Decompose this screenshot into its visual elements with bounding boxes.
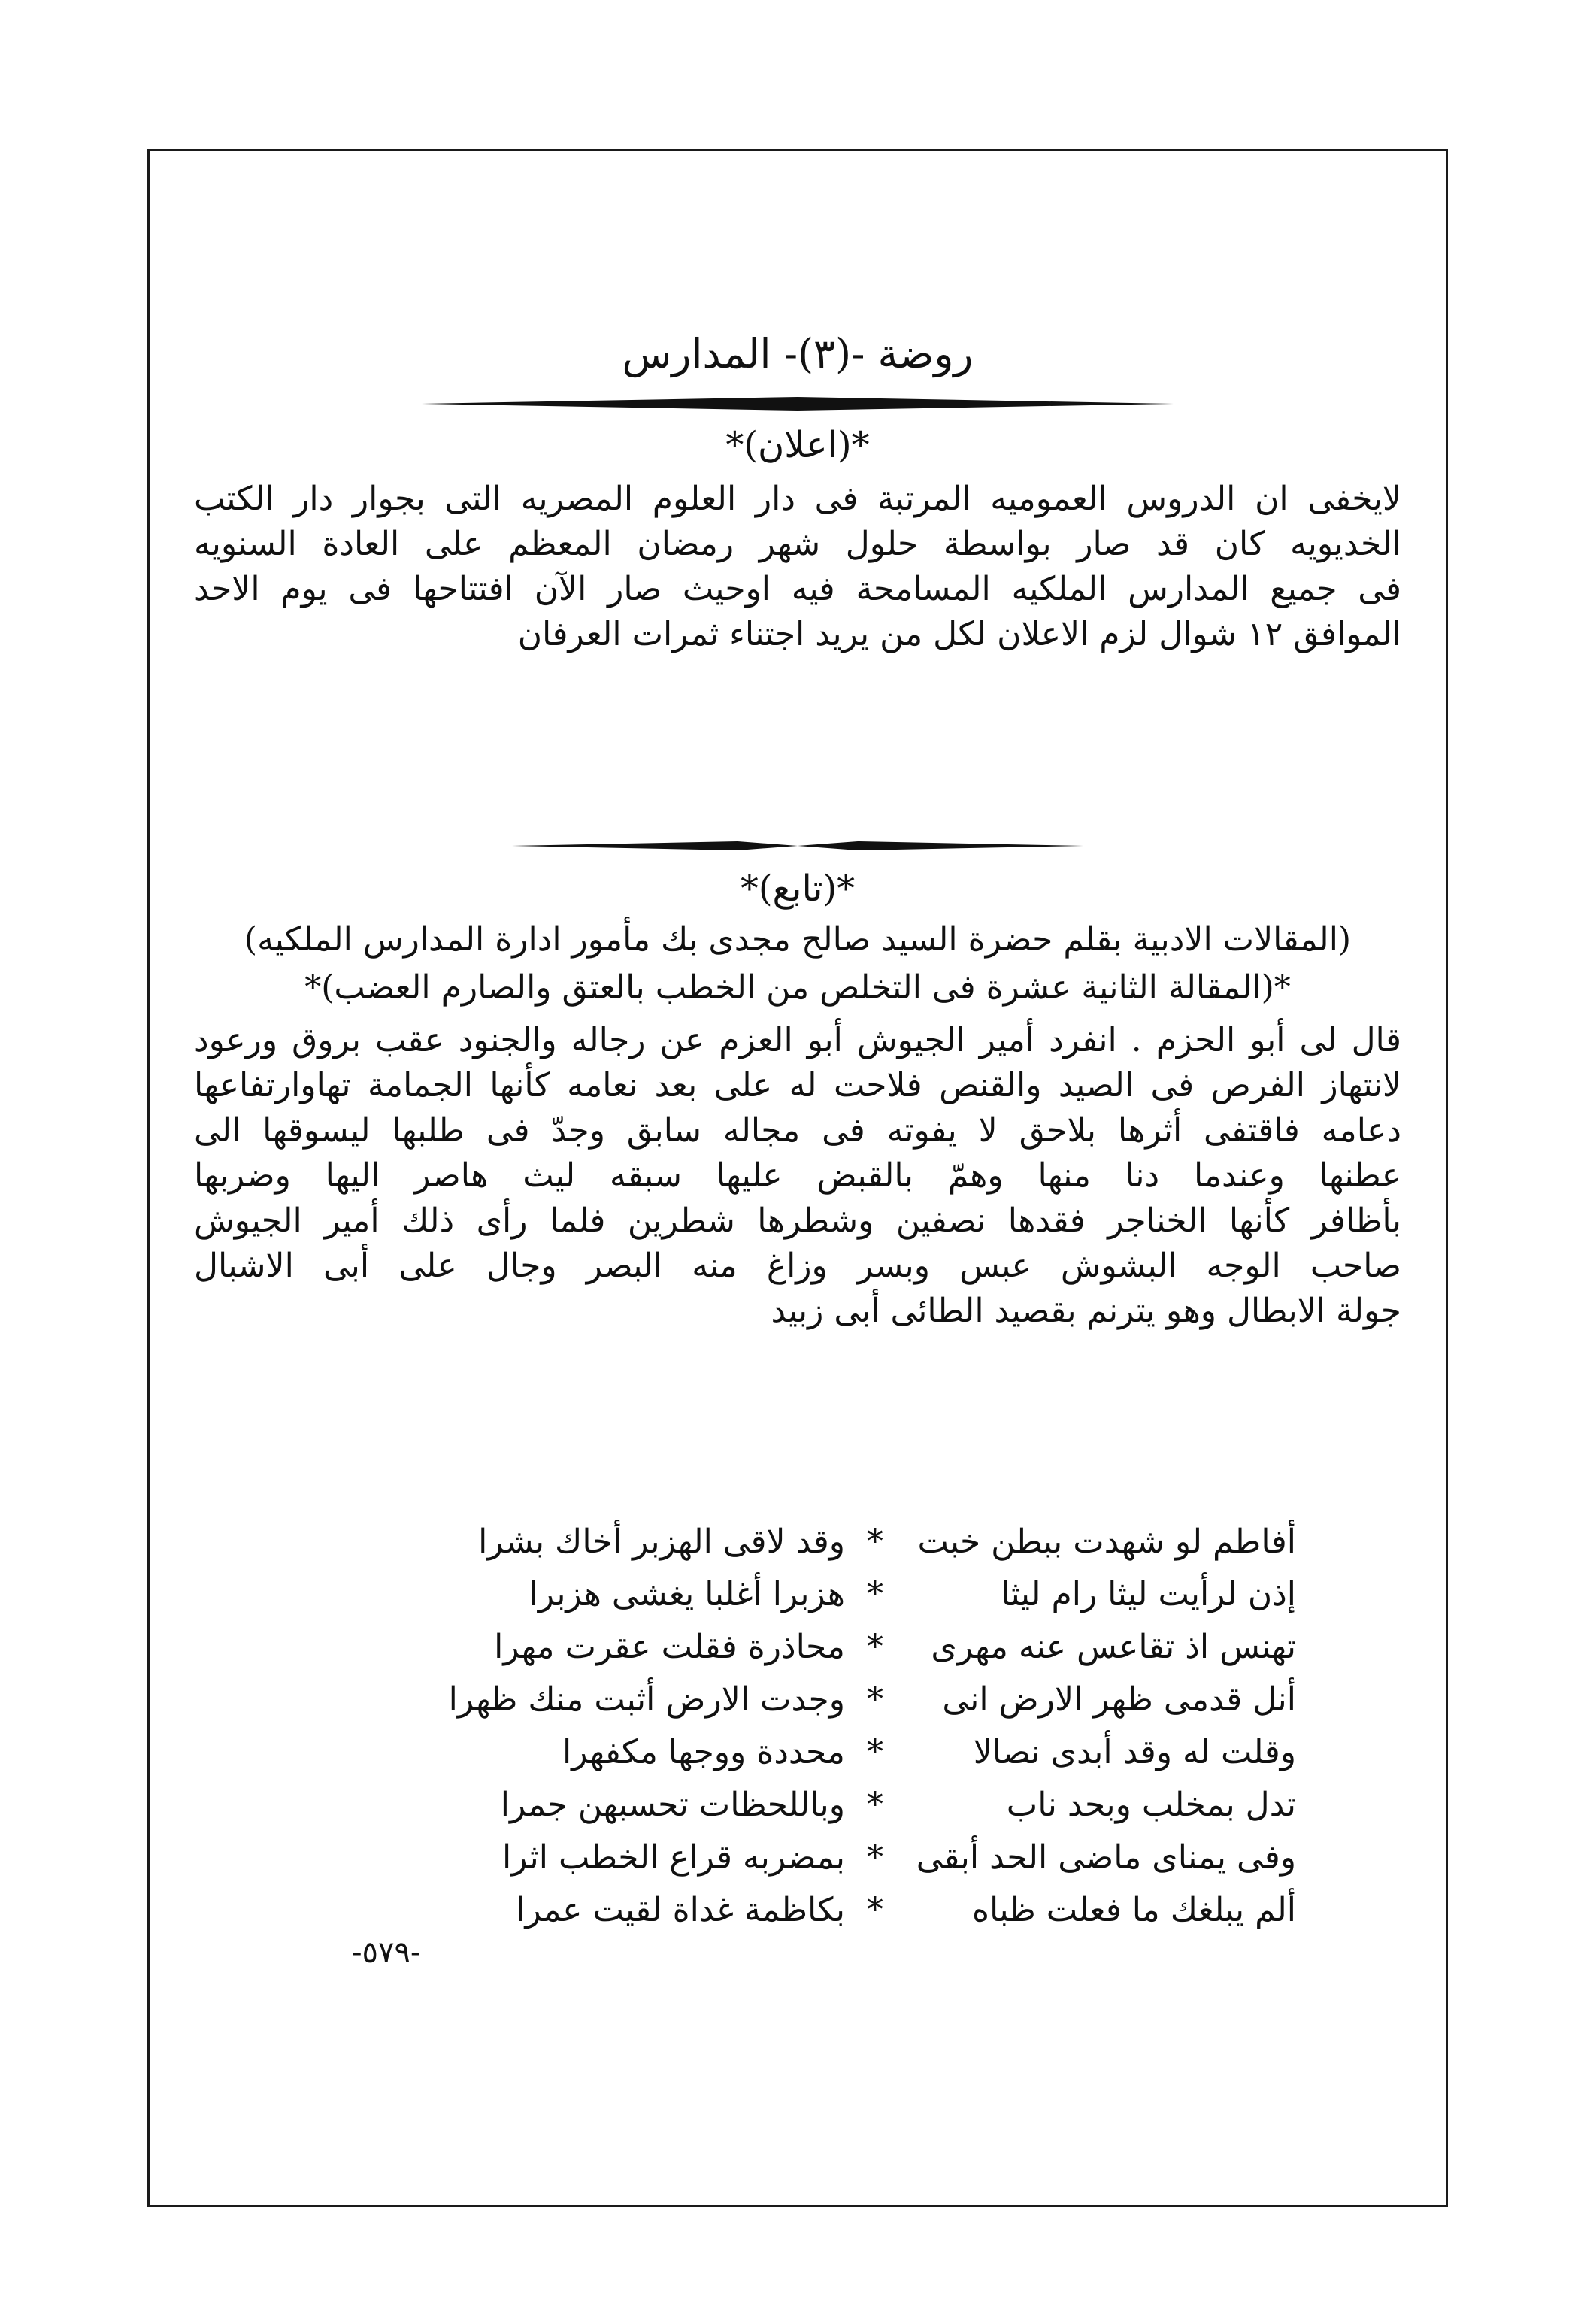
- verse: [409, 1568, 1296, 1621]
- announcement-line-4: الموافق ١٢ شوال لزم الاعلان لكل من يريد اجتناء ثمرات العرفان: [517, 615, 1401, 653]
- verse-first-hemistich: تهنس اذ تقاعس عنه مهرى: [931, 1628, 1296, 1666]
- verse-separator: *: [867, 1838, 883, 1877]
- verse-separator: *: [867, 1523, 883, 1561]
- verse-separator: *: [867, 1628, 883, 1666]
- section-divider-middle: [512, 839, 1083, 853]
- verse: [409, 1779, 1296, 1832]
- article-line-3: دعامه فاقتفى أثرها بلاحق لا يفوته فى مجاله سابق وجدّ فى طلبها ليسوقها الى: [194, 1111, 1401, 1150]
- series-subheading: (المقالات الادبية بقلم حضرة السيد صالح مجدى بك مأمور ادارة المدارس الملكيه): [244, 920, 1352, 959]
- verse-separator: *: [867, 1733, 883, 1771]
- verse-first-hemistich: ألم يبلغك ما فعلت ظباه: [971, 1891, 1296, 1929]
- article-line-5: بأظافر كأنها الخناجر فقدها نصفين وشطرها شطرين فلما رأى ذلك أمير الجيوش: [194, 1201, 1401, 1240]
- verse-second-hemistich: هزبرا أغلبا يغشى هزبرا: [529, 1575, 845, 1613]
- article-line-4: عطنها وعندما دنا منها وهمّ بالقبض عليها سبقه ليث هاصر اليها وضربها: [194, 1156, 1401, 1195]
- verse: [409, 1884, 1296, 1937]
- page-number: -٥٧٩-: [352, 1935, 421, 1970]
- verse-first-hemistich: أنل قدمى ظهر الارض انى: [942, 1680, 1296, 1719]
- verse-separator: *: [867, 1786, 883, 1824]
- verse-separator: *: [867, 1575, 883, 1613]
- article-line-6: صاحب الوجه البشوش عبس وبسر وزاغ منه البصر وجال على أبى الاشبال: [194, 1247, 1401, 1285]
- poem: [409, 1516, 1296, 1937]
- verse: [409, 1674, 1296, 1726]
- announcement-line-3: فى جميع المدارس الملكيه المسامحة فيه اوحيث صار الآن افتتاحها فى يوم الاحد: [194, 570, 1401, 608]
- announcement-line-2: الخديويه كان قد صار بواسطة حلول شهر رمضان المعظم على العادة السنويه: [194, 525, 1401, 563]
- article-paragraph: [194, 1018, 1401, 1334]
- verse: [409, 1832, 1296, 1884]
- verse-second-hemistich: محددة ووجها مكفهرا: [562, 1733, 845, 1771]
- article-line-2: لانتهاز الفرص فى الصيد والقنص فلاحت له على بعد نعامه كأنها الجمامة تهاوارتفاعها: [194, 1066, 1401, 1104]
- article-line-1: قال لى أبو الحزم . انفرد أمير الجيوش أبو العزم عن رجاله والجنود عقب بروق ورعود: [194, 1021, 1401, 1059]
- verse-second-hemistich: بكاظمة غداة لقيت عمرا: [516, 1891, 845, 1929]
- verse: [409, 1726, 1296, 1779]
- announcement-paragraph: [194, 477, 1401, 657]
- verse-first-hemistich: وقلت له وقد أبدى نصالا: [973, 1733, 1296, 1771]
- verse-separator: *: [867, 1891, 883, 1929]
- verse-first-hemistich: أفاطم لو شهدت ببطن خبت: [917, 1523, 1296, 1561]
- verse-second-hemistich: محاذرة فقلت عقرت مهرا: [494, 1628, 845, 1666]
- verse-separator: *: [867, 1680, 883, 1719]
- verse-second-hemistich: وباللحظات تحسبهن جمرا: [500, 1786, 845, 1824]
- announcement-line-1: لايخفى ان الدروس العموميه المرتبة فى دار العلوم المصريه التى بجوار دار الكتب: [194, 480, 1401, 518]
- article-title: *(المقالة الثانية عشرة فى التخلص من الخطب بالعتق والصارم العضب)*: [304, 968, 1291, 1007]
- announcement-heading: *(اعلان)*: [725, 424, 870, 466]
- continuation-heading: *(تابع)*: [740, 868, 856, 910]
- article-line-7: جولة الابطال وهو يترنم بقصيد الطائى أبى زبيد: [771, 1292, 1401, 1330]
- verse-first-hemistich: وفى يمناى ماضى الحد أبقى: [916, 1838, 1296, 1877]
- running-title: روضة -(٣)- المدارس: [622, 330, 974, 377]
- verse-second-hemistich: وقد لاقى الهزبر أخاك بشرا: [478, 1523, 845, 1561]
- verse-first-hemistich: إذن لرأيت ليثا رام ليثا: [1001, 1575, 1296, 1613]
- verse-first-hemistich: تدل بمخلب وبحد ناب: [1006, 1786, 1296, 1824]
- verse: [409, 1621, 1296, 1674]
- verse-second-hemistich: بمضربه قراع الخطب اثرا: [501, 1838, 845, 1877]
- verse-second-hemistich: وجدت الارض أثبت منك ظهرا: [448, 1680, 845, 1719]
- verse: [409, 1516, 1296, 1568]
- section-divider-top: [422, 395, 1174, 412]
